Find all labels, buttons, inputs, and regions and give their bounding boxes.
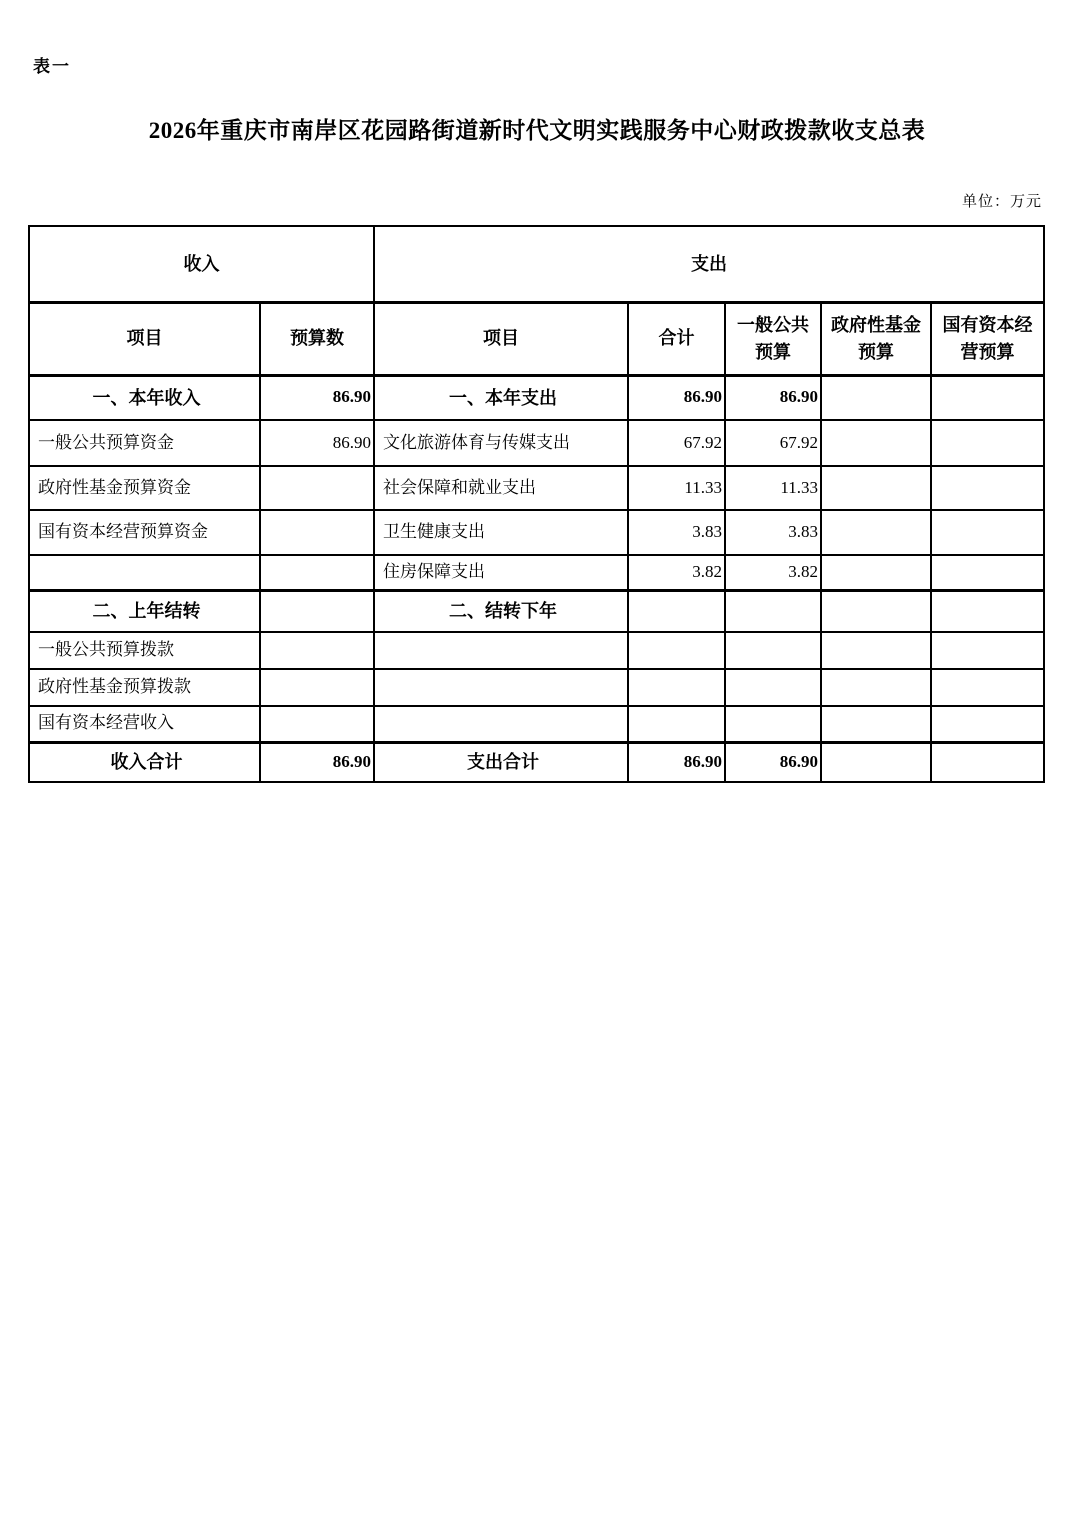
general-budget-cell: 67.92	[725, 420, 821, 466]
col-header-income-budget: 预算数	[260, 302, 374, 375]
expense-item-cell: 社会保障和就业支出	[374, 466, 628, 510]
gov-fund-cell	[821, 632, 931, 669]
state-capital-cell	[931, 590, 1044, 632]
expense-item-cell: 支出合计	[374, 742, 628, 782]
income-item-cell: 政府性基金预算拨款	[29, 669, 260, 706]
income-value-cell	[260, 510, 374, 555]
expense-item-cell	[374, 706, 628, 742]
gov-fund-cell	[821, 706, 931, 742]
expense-section-header: 支出	[374, 226, 1044, 302]
expense-total-cell	[628, 590, 725, 632]
income-item-cell: 一、本年收入	[29, 375, 260, 420]
state-capital-cell	[931, 375, 1044, 420]
income-value-cell: 86.90	[260, 742, 374, 782]
expense-item-cell	[374, 632, 628, 669]
expense-item-cell: 卫生健康支出	[374, 510, 628, 555]
income-item-cell: 一般公共预算资金	[29, 420, 260, 466]
income-value-cell	[260, 669, 374, 706]
gov-fund-cell	[821, 420, 931, 466]
gov-fund-cell	[821, 669, 931, 706]
expense-total-cell: 86.90	[628, 742, 725, 782]
income-item-cell: 收入合计	[29, 742, 260, 782]
expense-total-cell: 67.92	[628, 420, 725, 466]
table-row	[29, 632, 1044, 669]
income-value-cell	[260, 632, 374, 669]
state-capital-cell	[931, 632, 1044, 669]
income-value-cell	[260, 555, 374, 590]
table-row	[29, 466, 1044, 510]
income-item-cell: 国有资本经营预算资金	[29, 510, 260, 555]
general-budget-cell	[725, 632, 821, 669]
general-budget-cell: 11.33	[725, 466, 821, 510]
document-title: 2026年重庆市南岸区花园路街道新时代文明实践服务中心财政拨款收支总表	[148, 118, 926, 143]
income-value-cell	[260, 590, 374, 632]
income-item-cell: 一般公共预算拨款	[29, 632, 260, 669]
general-budget-cell: 86.90	[725, 742, 821, 782]
state-capital-cell	[931, 420, 1044, 466]
gov-fund-cell	[821, 466, 931, 510]
gov-fund-cell	[821, 375, 931, 420]
expense-total-cell: 3.82	[628, 555, 725, 590]
budget-summary-table	[28, 225, 1045, 783]
state-capital-cell	[931, 706, 1044, 742]
income-value-cell: 86.90	[260, 375, 374, 420]
expense-total-cell: 86.90	[628, 375, 725, 420]
table-row	[29, 706, 1044, 742]
income-value-cell	[260, 466, 374, 510]
col-header-income-item: 项目	[29, 302, 260, 375]
col-header-expense-item: 项目	[374, 302, 628, 375]
expense-item-cell: 文化旅游体育与传媒支出	[374, 420, 628, 466]
expense-total-cell	[628, 632, 725, 669]
expense-item-cell	[374, 669, 628, 706]
income-section-header: 收入	[29, 226, 374, 302]
income-value-cell	[260, 706, 374, 742]
general-budget-cell	[725, 706, 821, 742]
expense-total-cell: 11.33	[628, 466, 725, 510]
table-row	[29, 669, 1044, 706]
expense-total-cell: 3.83	[628, 510, 725, 555]
col-header-state-capital-budget: 国有资本经营预算	[931, 302, 1044, 375]
state-capital-cell	[931, 510, 1044, 555]
expense-total-cell	[628, 669, 725, 706]
expense-item-cell: 一、本年支出	[374, 375, 628, 420]
general-budget-cell: 86.90	[725, 375, 821, 420]
state-capital-cell	[931, 555, 1044, 590]
table-row	[29, 510, 1044, 555]
income-item-cell: 二、上年结转	[29, 590, 260, 632]
col-header-gov-fund-budget: 政府性基金预算	[821, 302, 931, 375]
col-header-expense-total: 合计	[628, 302, 725, 375]
income-item-cell: 国有资本经营收入	[29, 706, 260, 742]
general-budget-cell	[725, 590, 821, 632]
table-row	[29, 375, 1044, 420]
expense-total-cell	[628, 706, 725, 742]
income-value-cell: 86.90	[260, 420, 374, 466]
col-header-general-public-budget: 一般公共预算	[725, 302, 821, 375]
column-header-row	[29, 302, 1044, 375]
state-capital-cell	[931, 669, 1044, 706]
general-budget-cell: 3.82	[725, 555, 821, 590]
group-header-row	[29, 226, 1044, 302]
general-budget-cell	[725, 669, 821, 706]
gov-fund-cell	[821, 742, 931, 782]
income-item-cell: 政府性基金预算资金	[29, 466, 260, 510]
gov-fund-cell	[821, 555, 931, 590]
table-row	[29, 742, 1044, 782]
gov-fund-cell	[821, 510, 931, 555]
table-label: 表一	[33, 57, 71, 76]
state-capital-cell	[931, 466, 1044, 510]
expense-item-cell: 住房保障支出	[374, 555, 628, 590]
table-row	[29, 555, 1044, 590]
gov-fund-cell	[821, 590, 931, 632]
income-item-cell	[29, 555, 260, 590]
table-row	[29, 590, 1044, 632]
state-capital-cell	[931, 742, 1044, 782]
unit-note: 单位：万元	[961, 194, 1042, 210]
general-budget-cell: 3.83	[725, 510, 821, 555]
table-row	[29, 420, 1044, 466]
expense-item-cell: 二、结转下年	[374, 590, 628, 632]
